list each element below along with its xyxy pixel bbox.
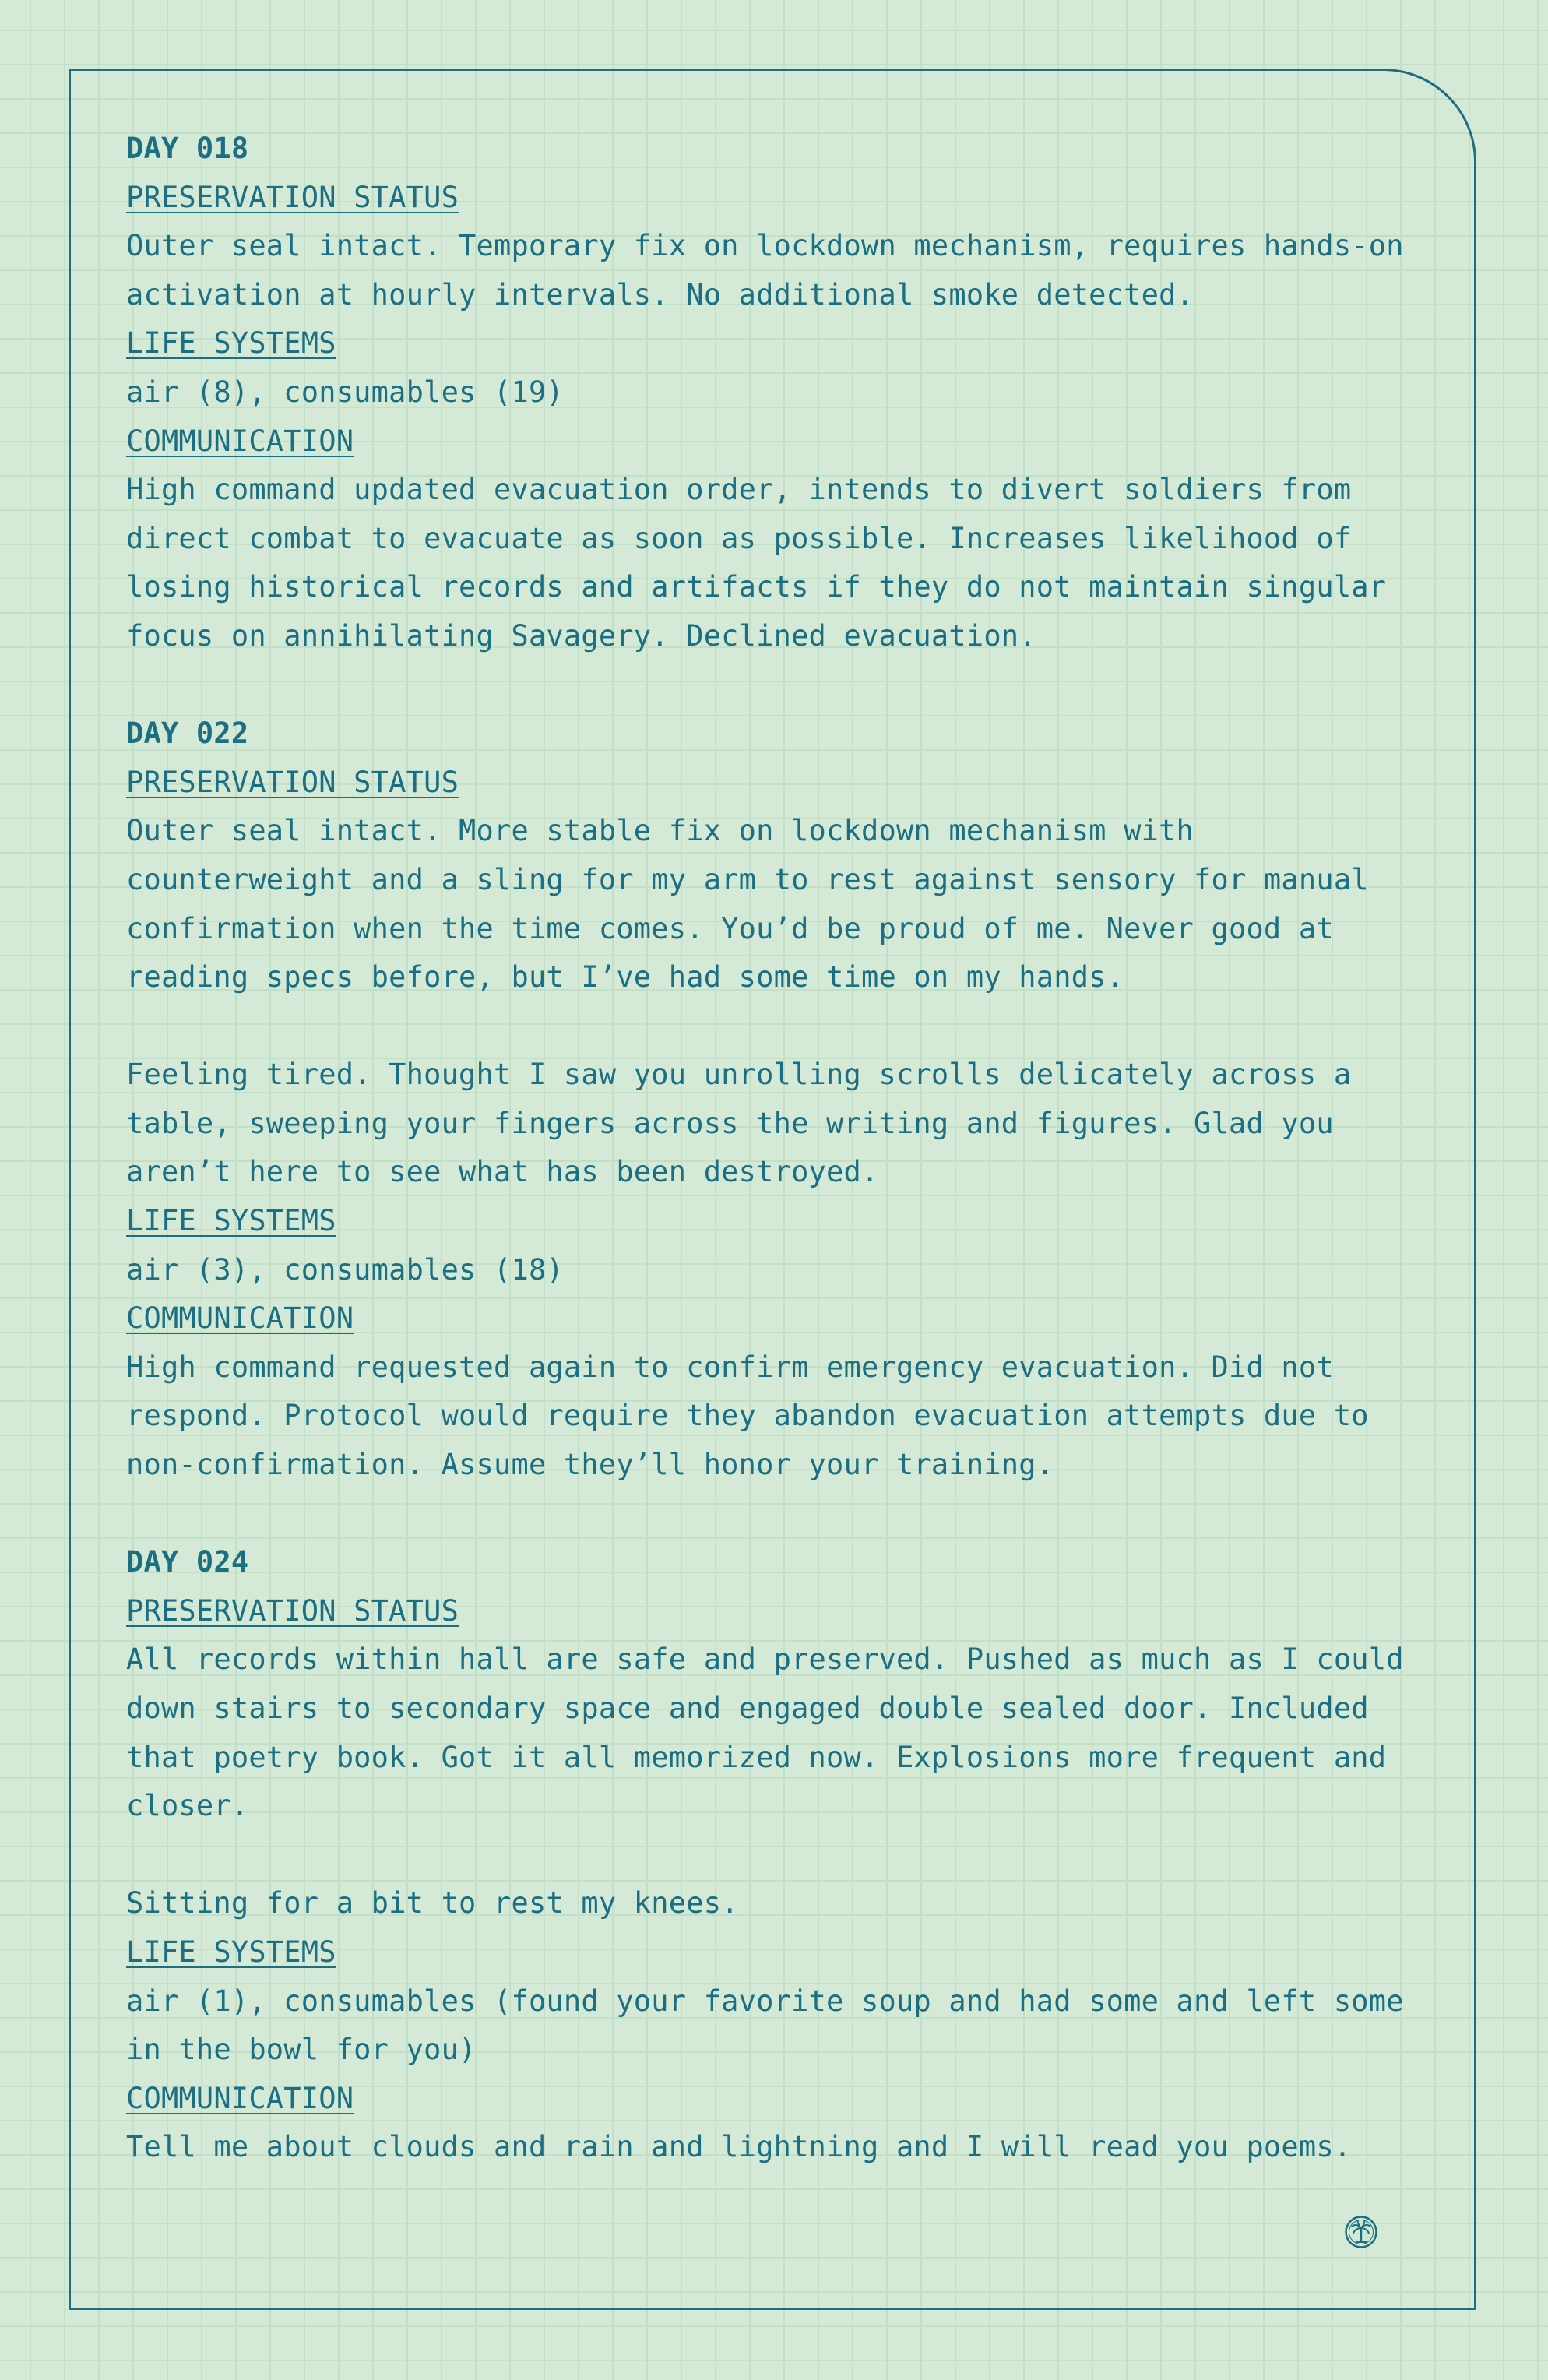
communication-heading: COMMUNICATION bbox=[126, 1301, 354, 1336]
preservation-status-text: All records within hall are safe and preserved. Pushed as much as I could down stairs to secondary space and engaged double sealed door. Included that poetry book. Got it all memorized now. Explosions more frequent and closer. bbox=[126, 1642, 1404, 1823]
palm-tree-emblem-icon bbox=[1344, 2215, 1378, 2249]
preservation-status-text: Outer seal intact. Temporary fix on lockdown mechanism, requires hands-on activation at hourly intervals. No additional smoke detected. bbox=[126, 229, 1404, 312]
preservation-status-heading: PRESERVATION STATUS bbox=[126, 765, 459, 799]
preservation-status-text: Sitting for a bit to rest my knees. bbox=[126, 1886, 739, 1921]
communication-heading: COMMUNICATION bbox=[126, 424, 354, 458]
life-systems-text: air (3), consumables (18) bbox=[126, 1252, 564, 1287]
log-entry-day-024 bbox=[126, 1538, 1419, 2172]
preservation-status-heading: PRESERVATION STATUS bbox=[126, 180, 459, 214]
communication-text: High command requested again to confirm emergency evacuation. Did not respond. Protocol would require they abandon evacuation attempts due to non-confirmation. Assume they’ll honor your training. bbox=[126, 1350, 1369, 1482]
life-systems-text: air (8), consumables (19) bbox=[126, 375, 564, 409]
preservation-status-heading: PRESERVATION STATUS bbox=[126, 1593, 459, 1628]
life-systems-heading: LIFE SYSTEMS bbox=[126, 326, 336, 361]
life-systems-heading: LIFE SYSTEMS bbox=[126, 1204, 336, 1238]
entry-day-label: DAY 022 bbox=[126, 716, 249, 751]
life-systems-text: air (1), consumables (found your favorite soup and had some and left some in the bowl for you) bbox=[126, 1984, 1404, 2067]
entry-day-label: DAY 018 bbox=[126, 132, 249, 165]
preservation-status-text: Outer seal intact. More stable fix on lockdown mechanism with counterweight and a sling for my arm to rest against sensory for manual confirmation when the time comes. You’d be proud of me. Never good at reading specs before, but I’ve had some time on my hands. bbox=[126, 814, 1369, 995]
communication-text: Tell me about clouds and rain and lightning and I will read you poems. bbox=[126, 2130, 1352, 2164]
communication-heading: COMMUNICATION bbox=[126, 2081, 354, 2115]
preservation-status-text: Feeling tired. Thought I saw you unrolling scrolls delicately across a table, sweeping your fingers across the writing and figures. Glad you aren’t here to see what has been destroyed. bbox=[126, 1058, 1352, 1189]
entry-day-label: DAY 024 bbox=[126, 1545, 249, 1579]
log-entry-day-018 bbox=[126, 125, 1419, 661]
communication-text: High command updated evacuation order, intends to divert soldiers from direct combat to evacuate as soon as possible. Increases likelihood of losing historical records and artifacts if they do not maintain singular focus on annihilating Savagery. Declined evacuation. bbox=[126, 473, 1387, 653]
life-systems-heading: LIFE SYSTEMS bbox=[126, 1935, 336, 1969]
log-content bbox=[126, 125, 1419, 2221]
log-entry-day-022 bbox=[126, 709, 1419, 1490]
